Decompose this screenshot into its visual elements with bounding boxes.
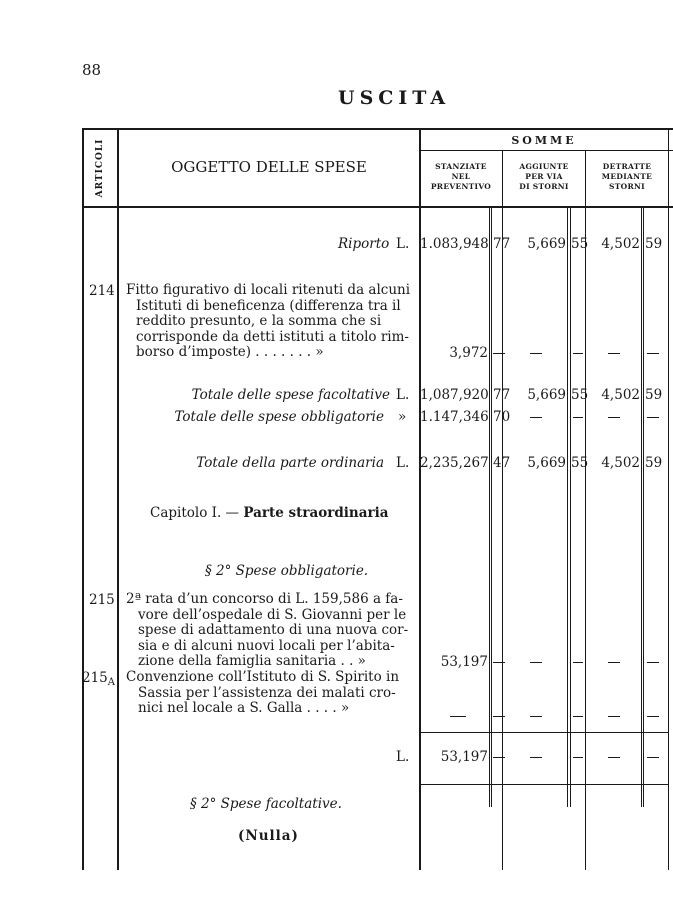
total-label: Totale delle spese obbligatorie [174, 409, 384, 425]
riporto-c2: 55 [571, 236, 589, 252]
riporto-label: Riporto [338, 236, 390, 252]
article-number: $215_A$ [82, 670, 116, 688]
total-label: Totale delle spese facoltative [191, 387, 390, 403]
total-suffix: » [398, 409, 407, 425]
total-v1: 1.147,346 [420, 409, 489, 425]
article-amount: 3,972 [449, 345, 488, 361]
nulla-label: (Nulla) [238, 828, 299, 844]
article-amount: 53,197 [440, 654, 488, 670]
riporto-c1: 77 [493, 236, 511, 252]
article-number: 215 [89, 592, 115, 608]
article-description: Fitto figurativo di locali ritenuti da alcuni Istituti di beneficenza (differenza tra il reddito presunto, e la somma che si corrisponde da detti istituti a titolo rim- borso d’imposte) . . . . . . . » [126, 282, 411, 360]
total-c2: 55 [571, 455, 589, 471]
section-obbligatorie: § 2° Spese obbligatorie. [205, 563, 369, 579]
oggetto-header: OGGETTO DELLE SPESE [171, 158, 367, 176]
aggiunte-header: AGGIUNTE PER VIA DI STORNI [519, 162, 569, 191]
riporto-c3: 59 [645, 236, 663, 252]
article-number: 214 [89, 283, 115, 299]
total-suffix: L. [396, 387, 410, 403]
page-heading: USCITA [338, 87, 451, 109]
total-c1: 70 [493, 409, 511, 425]
total-c1: 77 [493, 387, 511, 403]
total-v1: 1,087,920 [420, 387, 489, 403]
riporto-currency: L. [396, 236, 410, 252]
total-v2: 5,669 [527, 387, 566, 403]
total-v1: 2,235,267 [420, 455, 489, 471]
total-label: Totale della parte ordinaria [196, 455, 384, 471]
articoli-label: ARTICOLI [95, 138, 105, 198]
capitolo-title: Parte straordinaria [243, 505, 389, 521]
section-facoltative: § 2° Spese facoltative. [190, 796, 342, 812]
total-suffix: L. [396, 455, 410, 471]
total-c2: 55 [571, 387, 589, 403]
article-suffix: A [107, 677, 116, 688]
articoli-header [86, 135, 114, 203]
subtotal-label: L. [396, 749, 410, 765]
detratte-header: DETRATTE MEDIANTE STORNI [601, 162, 653, 191]
total-c1: 47 [493, 455, 511, 471]
total-v3: 4,502 [601, 387, 640, 403]
stanziate-header: STANZIATE NEL PREVENTIVO [430, 162, 492, 191]
riporto-v2: 5,669 [527, 236, 566, 252]
total-c3: 59 [645, 387, 663, 403]
page-number: 88 [82, 61, 102, 79]
total-v2: 5,669 [527, 455, 566, 471]
capitolo-heading [150, 505, 388, 521]
article-description: Convenzione coll’Istituto di S. Spirito in Sassia per l’assistenza dei malati cro- nici nel locale a S. Galla . . . . » [126, 669, 400, 716]
capitolo-prefix: Capitolo I. — [150, 505, 240, 521]
somme-header: SOMME [511, 134, 577, 147]
subtotal-amount: 53,197 [440, 749, 488, 765]
article-description: 2ª rata d’un concorso di L. 159,586 a fa- vore dell’ospedale di S. Giovanni per le spese di adattamento di una nuova cor- sia e di alcuni nuovi locali per l’abita- zione della famiglia sanitaria . . » [126, 591, 409, 669]
riporto-v1: 1.083,948 [420, 236, 489, 252]
total-c3: 59 [645, 455, 663, 471]
riporto-v3: 4,502 [601, 236, 640, 252]
total-v3: 4,502 [601, 455, 640, 471]
